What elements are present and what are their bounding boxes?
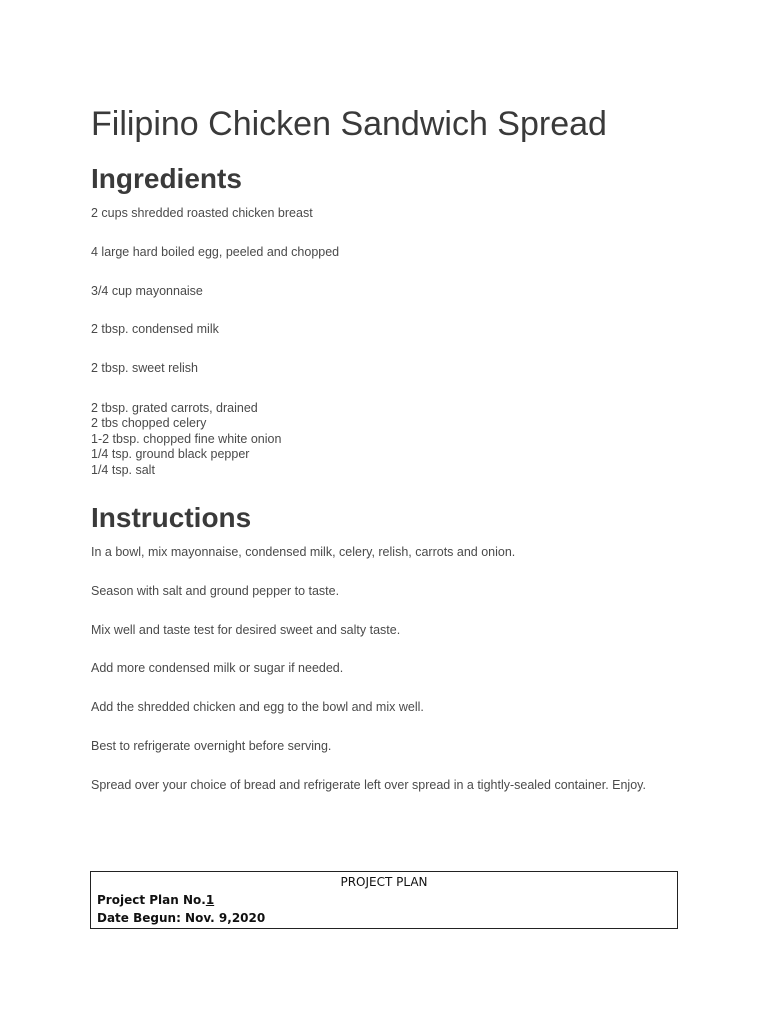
project-plan-table <box>90 871 678 929</box>
page-title: Filipino Chicken Sandwich Spread <box>91 105 607 143</box>
ingredients-heading: Ingredients <box>91 163 242 194</box>
project-plan-number-label: Project Plan No. <box>97 893 206 907</box>
ingredient-item: 2 tbsp. condensed milk <box>91 322 219 336</box>
instructions-heading: Instructions <box>91 502 252 533</box>
ingredient-item: 4 large hard boiled egg, peeled and chopped <box>91 245 340 259</box>
date-begun: Date Begun: Nov. 9,2020 <box>97 911 266 925</box>
ingredient-item: 3/4 cup mayonnaise <box>91 284 203 298</box>
ingredient-item: 1/4 tsp. salt <box>91 463 155 477</box>
instruction-step: Best to refrigerate overnight before serving. <box>91 739 332 753</box>
ingredient-item: 2 tbs chopped celery <box>91 416 207 430</box>
ingredient-item: 1-2 tbsp. chopped fine white onion <box>91 432 282 446</box>
instruction-step: Mix well and taste test for desired sweet and salty taste. <box>91 623 401 637</box>
ingredient-item: 2 tbsp. grated carrots, drained <box>91 401 258 415</box>
ingredient-item: 1/4 tsp. ground black pepper <box>91 447 250 461</box>
instruction-step: Add the shredded chicken and egg to the bowl and mix well. <box>91 700 424 714</box>
ingredient-item: 2 cups shredded roasted chicken breast <box>91 206 313 220</box>
instruction-step: Add more condensed milk or sugar if needed. <box>91 661 344 675</box>
instruction-step: In a bowl, mix mayonnaise, condensed milk, celery, relish, carrots and onion. <box>91 545 516 559</box>
instruction-step: Season with salt and ground pepper to taste. <box>91 584 340 598</box>
project-plan-title: PROJECT PLAN <box>340 875 428 889</box>
project-plan-number-value: 1 <box>205 893 215 907</box>
ingredient-item: 2 tbsp. sweet relish <box>91 361 198 375</box>
project-plan-number <box>97 893 214 907</box>
instruction-step: Spread over your choice of bread and refrigerate left over spread in a tightly-sealed container. Enjoy. <box>91 778 646 792</box>
